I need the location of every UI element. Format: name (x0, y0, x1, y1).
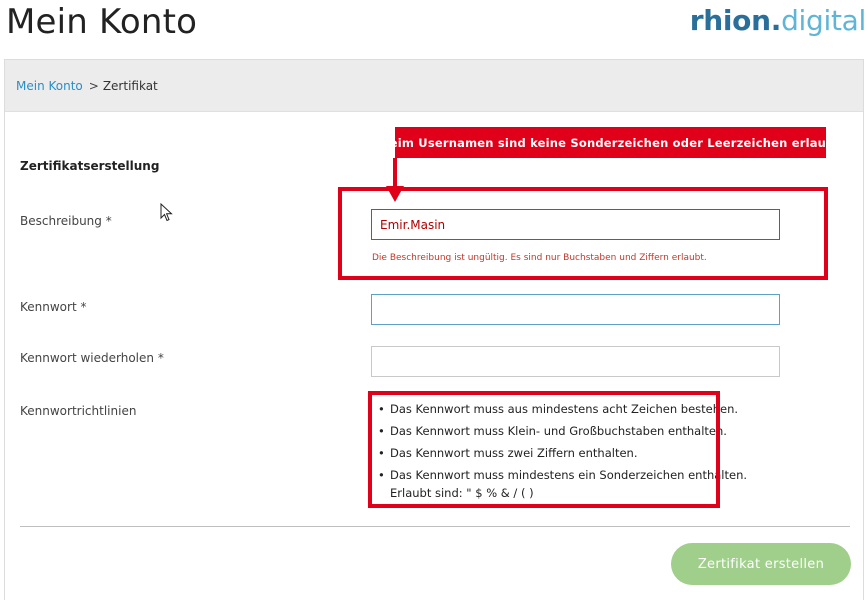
breadcrumb-link-mein-konto[interactable]: Mein Konto (16, 79, 83, 93)
form-divider (20, 526, 850, 527)
bullet-icon: • (378, 446, 385, 460)
annotation-arrow-shaft (393, 158, 397, 188)
breadcrumb-bar (5, 60, 863, 112)
breadcrumb (16, 79, 158, 93)
password-rule-item: • Das Kennwort muss aus mindestens acht Zeichen bestehen. (378, 402, 739, 416)
password-rule-item: • Das Kennwort muss mindestens ein Sonderzeichen enthalten. (378, 468, 748, 482)
password-label: Kennwort * (20, 300, 87, 314)
annotation-box-password-rules (368, 391, 720, 508)
logo-sub-text: digital (781, 4, 866, 37)
bullet-icon: • (378, 424, 385, 438)
bullet-icon: • (378, 468, 385, 482)
bullet-icon: • (378, 402, 385, 416)
password-input[interactable] (371, 294, 780, 325)
password-rules-label: Kennwortrichtlinien (20, 404, 137, 418)
annotation-banner: Beim Usernamen sind keine Sonderzeichen oder Leerzeichen erlaubt (395, 127, 826, 158)
description-error: Die Beschreibung ist ungültig. Es sind nur Buchstaben und Ziffern erlaubt. (372, 253, 707, 263)
brand-logo (690, 4, 866, 37)
annotation-box-description (338, 187, 828, 280)
logo-main-text: rhion. (689, 4, 782, 37)
password-rules-allowed-chars: Erlaubt sind: " $ % & / ( ) (390, 486, 534, 500)
password-rule-item: • Das Kennwort muss Klein- und Großbuchstaben enthalten. (378, 424, 727, 438)
page-title: Mein Konto (6, 2, 198, 42)
breadcrumb-separator: > (88, 79, 99, 93)
section-title: Zertifikatserstellung (20, 159, 160, 173)
password-repeat-input[interactable] (371, 346, 780, 377)
description-label: Beschreibung * (20, 214, 112, 228)
create-certificate-button[interactable]: Zertifikat erstellen (671, 543, 851, 585)
mouse-cursor-icon (160, 203, 174, 223)
password-rule-item: • Das Kennwort muss zwei Ziffern enthalten. (378, 446, 638, 460)
breadcrumb-current: Zertifikat (102, 79, 158, 93)
password-repeat-label: Kennwort wiederholen * (20, 351, 164, 365)
